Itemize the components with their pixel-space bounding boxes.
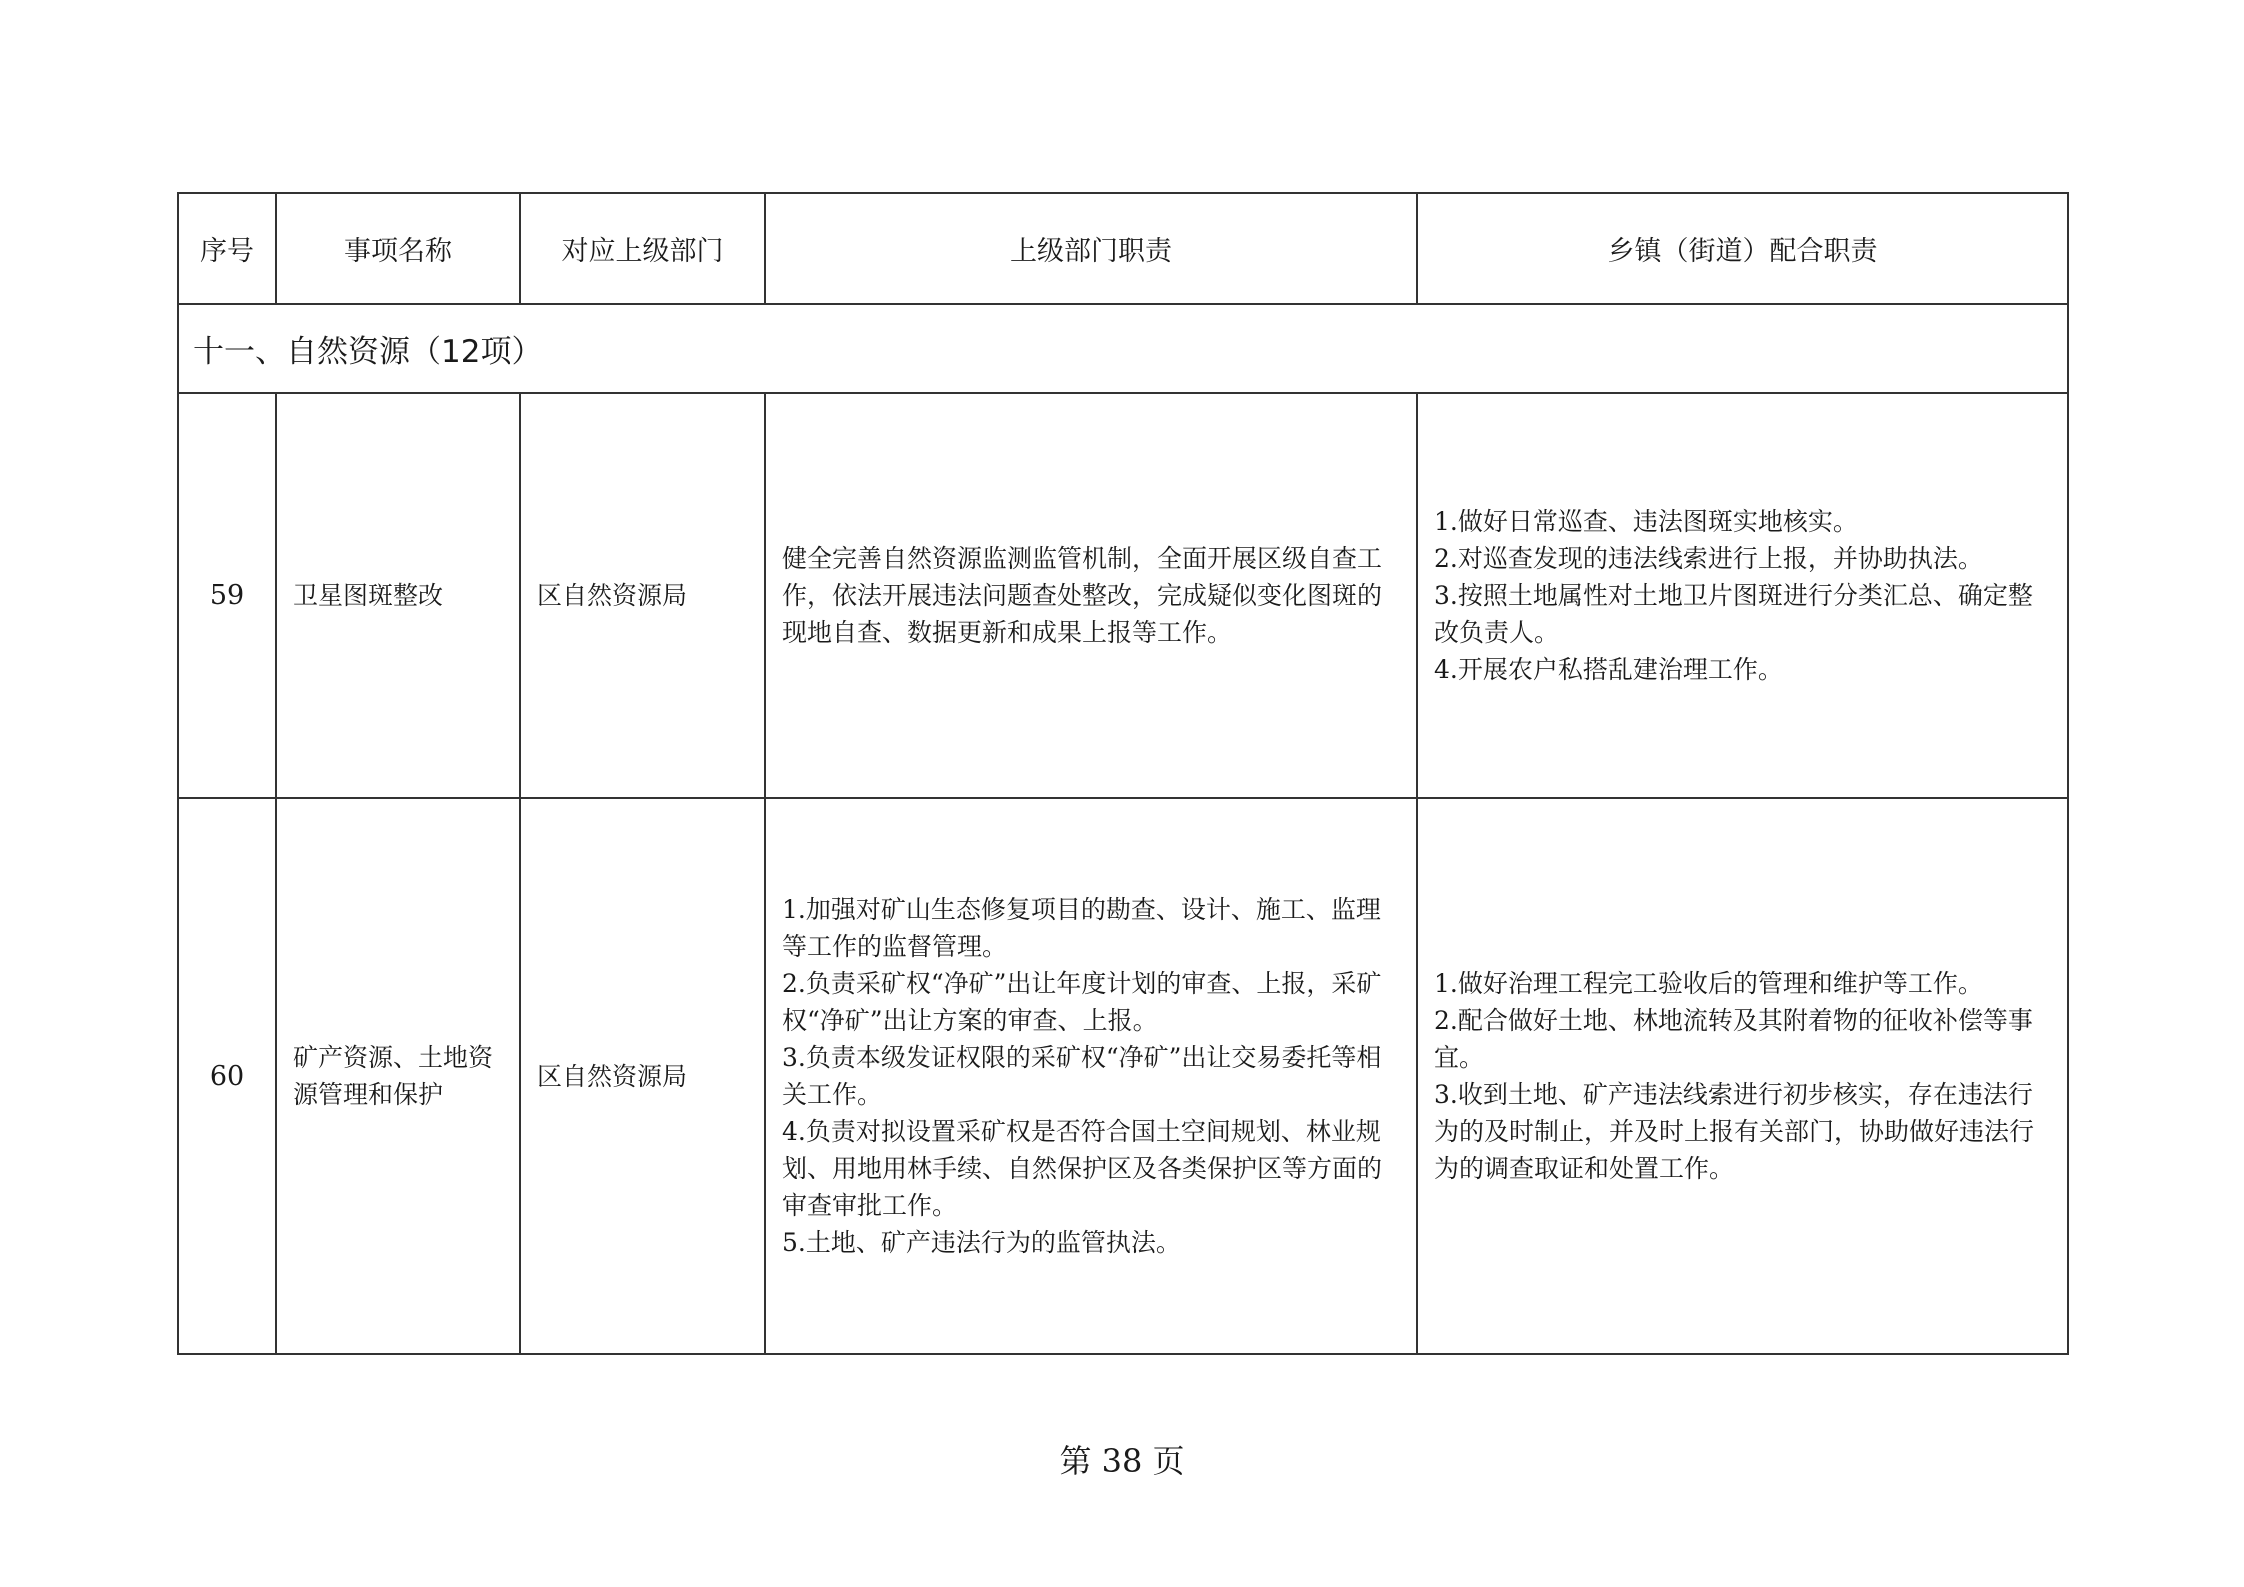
duty-line: 健全完善自然资源监测监管机制，全面开展区级自查工作，依法开展违法问题查处整改，完成疑似变化图斑的现地自查、数据更新和成果上报等工作。 bbox=[782, 544, 1383, 647]
township-duty bbox=[1417, 393, 2068, 798]
row-number: 59 bbox=[178, 393, 276, 798]
duty-line: 3.负责本级发证权限的采矿权“净矿”出让交易委托等相关工作。 bbox=[782, 1043, 1382, 1109]
department: 区自然资源局 bbox=[520, 393, 765, 798]
duty-table bbox=[177, 192, 2069, 1355]
township-duty bbox=[1417, 798, 2068, 1354]
duty-line: 3.收到土地、矿产违法线索进行初步核实，存在违法行为的及时制止，并及时上报有关部门，协助做好违法行为的调查取证和处置工作。 bbox=[1434, 1080, 2035, 1183]
row-number: 60 bbox=[178, 798, 276, 1354]
section-row bbox=[178, 304, 2068, 393]
superior-duty bbox=[765, 393, 1417, 798]
department: 区自然资源局 bbox=[520, 798, 765, 1354]
duty-line: 4.负责对拟设置采矿权是否符合国土空间规划、林业规划、用地用林手续、自然保护区及各类保护区等方面的审查审批工作。 bbox=[782, 1117, 1383, 1220]
duty-line: 2.对巡查发现的违法线索进行上报，并协助执法。 bbox=[1434, 544, 1983, 573]
header-superior-duty: 上级部门职责 bbox=[765, 193, 1417, 304]
table-row bbox=[178, 798, 2068, 1354]
duty-line: 1.做好日常巡查、违法图斑实地核实。 bbox=[1434, 507, 1858, 536]
header-serial-number: 序号 bbox=[178, 193, 276, 304]
header-superior-department: 对应上级部门 bbox=[520, 193, 765, 304]
duty-line: 1.做好治理工程完工验收后的管理和维护等工作。 bbox=[1434, 969, 1983, 998]
section-title: 十一、自然资源（12项） bbox=[178, 304, 2068, 393]
table-row bbox=[178, 393, 2068, 798]
item-name: 卫星图斑整改 bbox=[276, 393, 520, 798]
duty-line: 2.负责采矿权“净矿”出让年度计划的审查、上报，采矿权“净矿”出让方案的审查、上报。 bbox=[782, 969, 1382, 1035]
duty-line: 2.配合做好土地、林地流转及其附着物的征收补偿等事宜。 bbox=[1434, 1006, 2033, 1072]
duty-line: 1.加强对矿山生态修复项目的勘查、设计、施工、监理等工作的监督管理。 bbox=[782, 895, 1381, 961]
header-row bbox=[178, 193, 2068, 304]
item-name: 矿产资源、土地资源管理和保护 bbox=[276, 798, 520, 1354]
header-item-name: 事项名称 bbox=[276, 193, 520, 304]
duty-line: 5.土地、矿产违法行为的监管执法。 bbox=[782, 1228, 1181, 1257]
superior-duty bbox=[765, 798, 1417, 1354]
duty-line: 4.开展农户私搭乱建治理工作。 bbox=[1434, 655, 1783, 684]
header-township-duty: 乡镇（街道）配合职责 bbox=[1417, 193, 2068, 304]
duty-line: 3.按照土地属性对土地卫片图斑进行分类汇总、确定整改负责人。 bbox=[1434, 581, 2033, 647]
page-number: 第 38 页 bbox=[1059, 1442, 1185, 1480]
